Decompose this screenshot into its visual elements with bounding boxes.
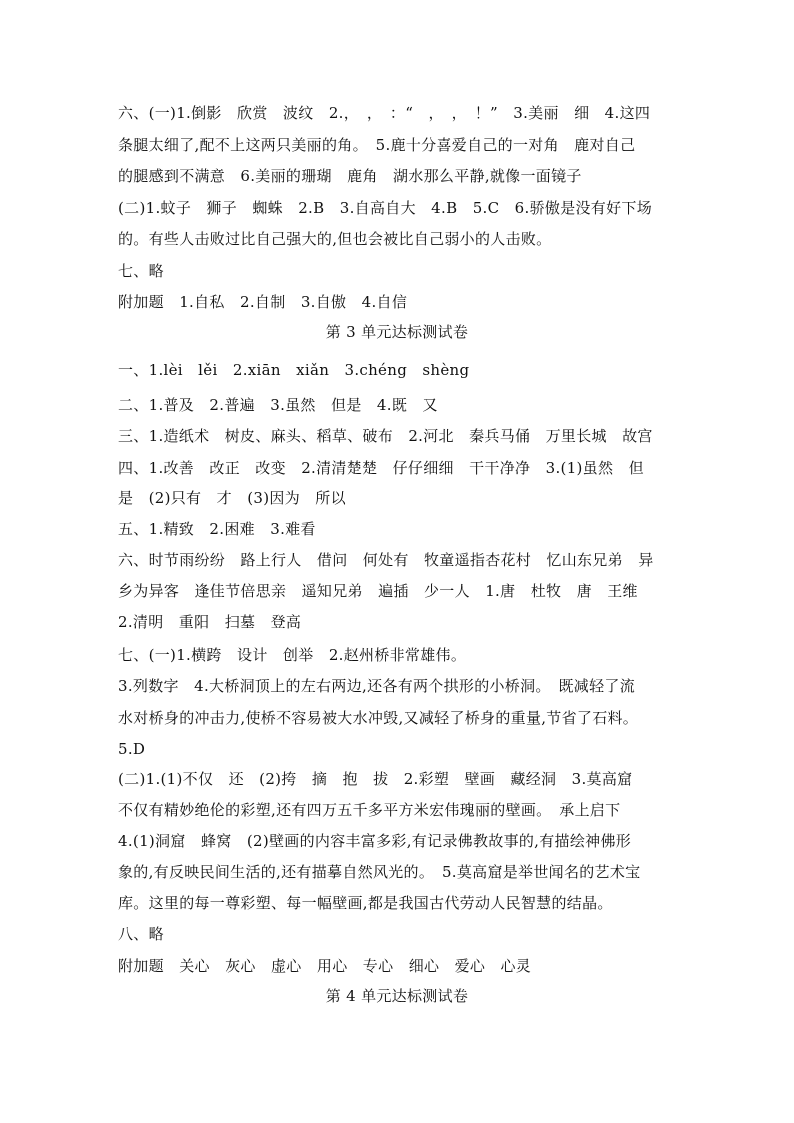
text-line: 六、(一)1.倒影 欣赏 波纹 2.， ， ：“ ， ， ！” 3.美丽 细 4.这四 xyxy=(118,104,651,122)
text-line: 三、1.造纸术 树皮、麻头、稻草、破布 2.河北 秦兵马俑 万里长城 故宫 xyxy=(118,427,653,445)
text-line: 5.D xyxy=(118,740,146,758)
text-line: 3.列数字 4.大桥洞顶上的左右两边,还各有两个拱形的小桥洞。 既减轻了流 xyxy=(118,677,635,695)
text-line: 不仅有精妙绝伦的彩塑,还有四万五千多平方米宏伟瑰丽的壁画。 承上启下 xyxy=(118,801,621,819)
text-line: 八、略 xyxy=(118,925,164,943)
text-line: 附加题 关心 灰心 虚心 用心 专心 细心 爱心 心灵 xyxy=(118,957,532,975)
text-line: 的。有些人击败过比自己强大的,但也会被比自己弱小的人击败。 xyxy=(118,230,552,248)
text-line: 乡为异客 逢佳节倍思亲 遥知兄弟 遍插 少一人 1.唐 杜牧 唐 王维 xyxy=(118,582,638,600)
text-line: 库。这里的每一尊彩塑、每一幅壁画,都是我国古代劳动人民智慧的结晶。 xyxy=(118,894,613,912)
section-title: 第 3 单元达标测试卷 xyxy=(325,323,469,341)
text-line: 4.(1)洞窟 蜂窝 (2)壁画的内容丰富多彩,有记录佛教故事的,有描绘神佛形 xyxy=(118,832,632,850)
text-line: 七、(一)1.横跨 设计 创举 2.赵州桥非常雄伟。 xyxy=(118,646,467,664)
text-line: 是 (2)只有 才 (3)因为 所以 xyxy=(118,489,346,507)
text-line: 条腿太细了,配不上这两只美丽的角。 5.鹿十分喜爱自己的一对角 鹿对自己 xyxy=(118,136,636,154)
text-line: 的腿感到不满意 6.美丽的珊瑚 鹿角 湖水那么平静,就像一面镜子 xyxy=(118,167,582,185)
text-line: (二)1.蚊子 狮子 蜘蛛 2.B 3.自高自大 4.B 5.C 6.骄傲是没有好下场 xyxy=(118,199,652,217)
section-title: 第 4 单元达标测试卷 xyxy=(325,987,469,1005)
text-line: 二、1.普及 2.普遍 3.虽然 但是 4.既 又 xyxy=(118,396,438,414)
text-line: 七、略 xyxy=(118,262,164,280)
text-line: 水对桥身的冲击力,使桥不容易被大水冲毁,又减轻了桥身的重量,节省了石料。 xyxy=(118,709,639,727)
text-line: 五、1.精致 2.困难 3.难看 xyxy=(118,520,316,538)
text-line: (二)1.(1)不仅 还 (2)挎 摘 抱 拔 2.彩塑 壁画 藏经洞 3.莫高窟 xyxy=(118,770,633,788)
text-line: 象的,有反映民间生活的,还有描摹自然风光的。 5.莫高窟是举世闻名的艺术宝 xyxy=(118,863,641,881)
text-line: 六、时节雨纷纷 路上行人 借问 何处有 牧童遥指杏花村 忆山东兄弟 异 xyxy=(118,551,654,569)
text-line: 四、1.改善 改正 改变 2.清清楚楚 仔仔细细 干干净净 3.(1)虽然 但 xyxy=(118,459,644,477)
text-line: 附加题 1.自私 2.自制 3.自傲 4.自信 xyxy=(118,293,408,311)
text-line: 2.清明 重阳 扫墓 登高 xyxy=(118,613,302,631)
text-line: 一、1.lèi lěi 2.xiān xiǎn 3.chéng shèng xyxy=(118,361,470,379)
